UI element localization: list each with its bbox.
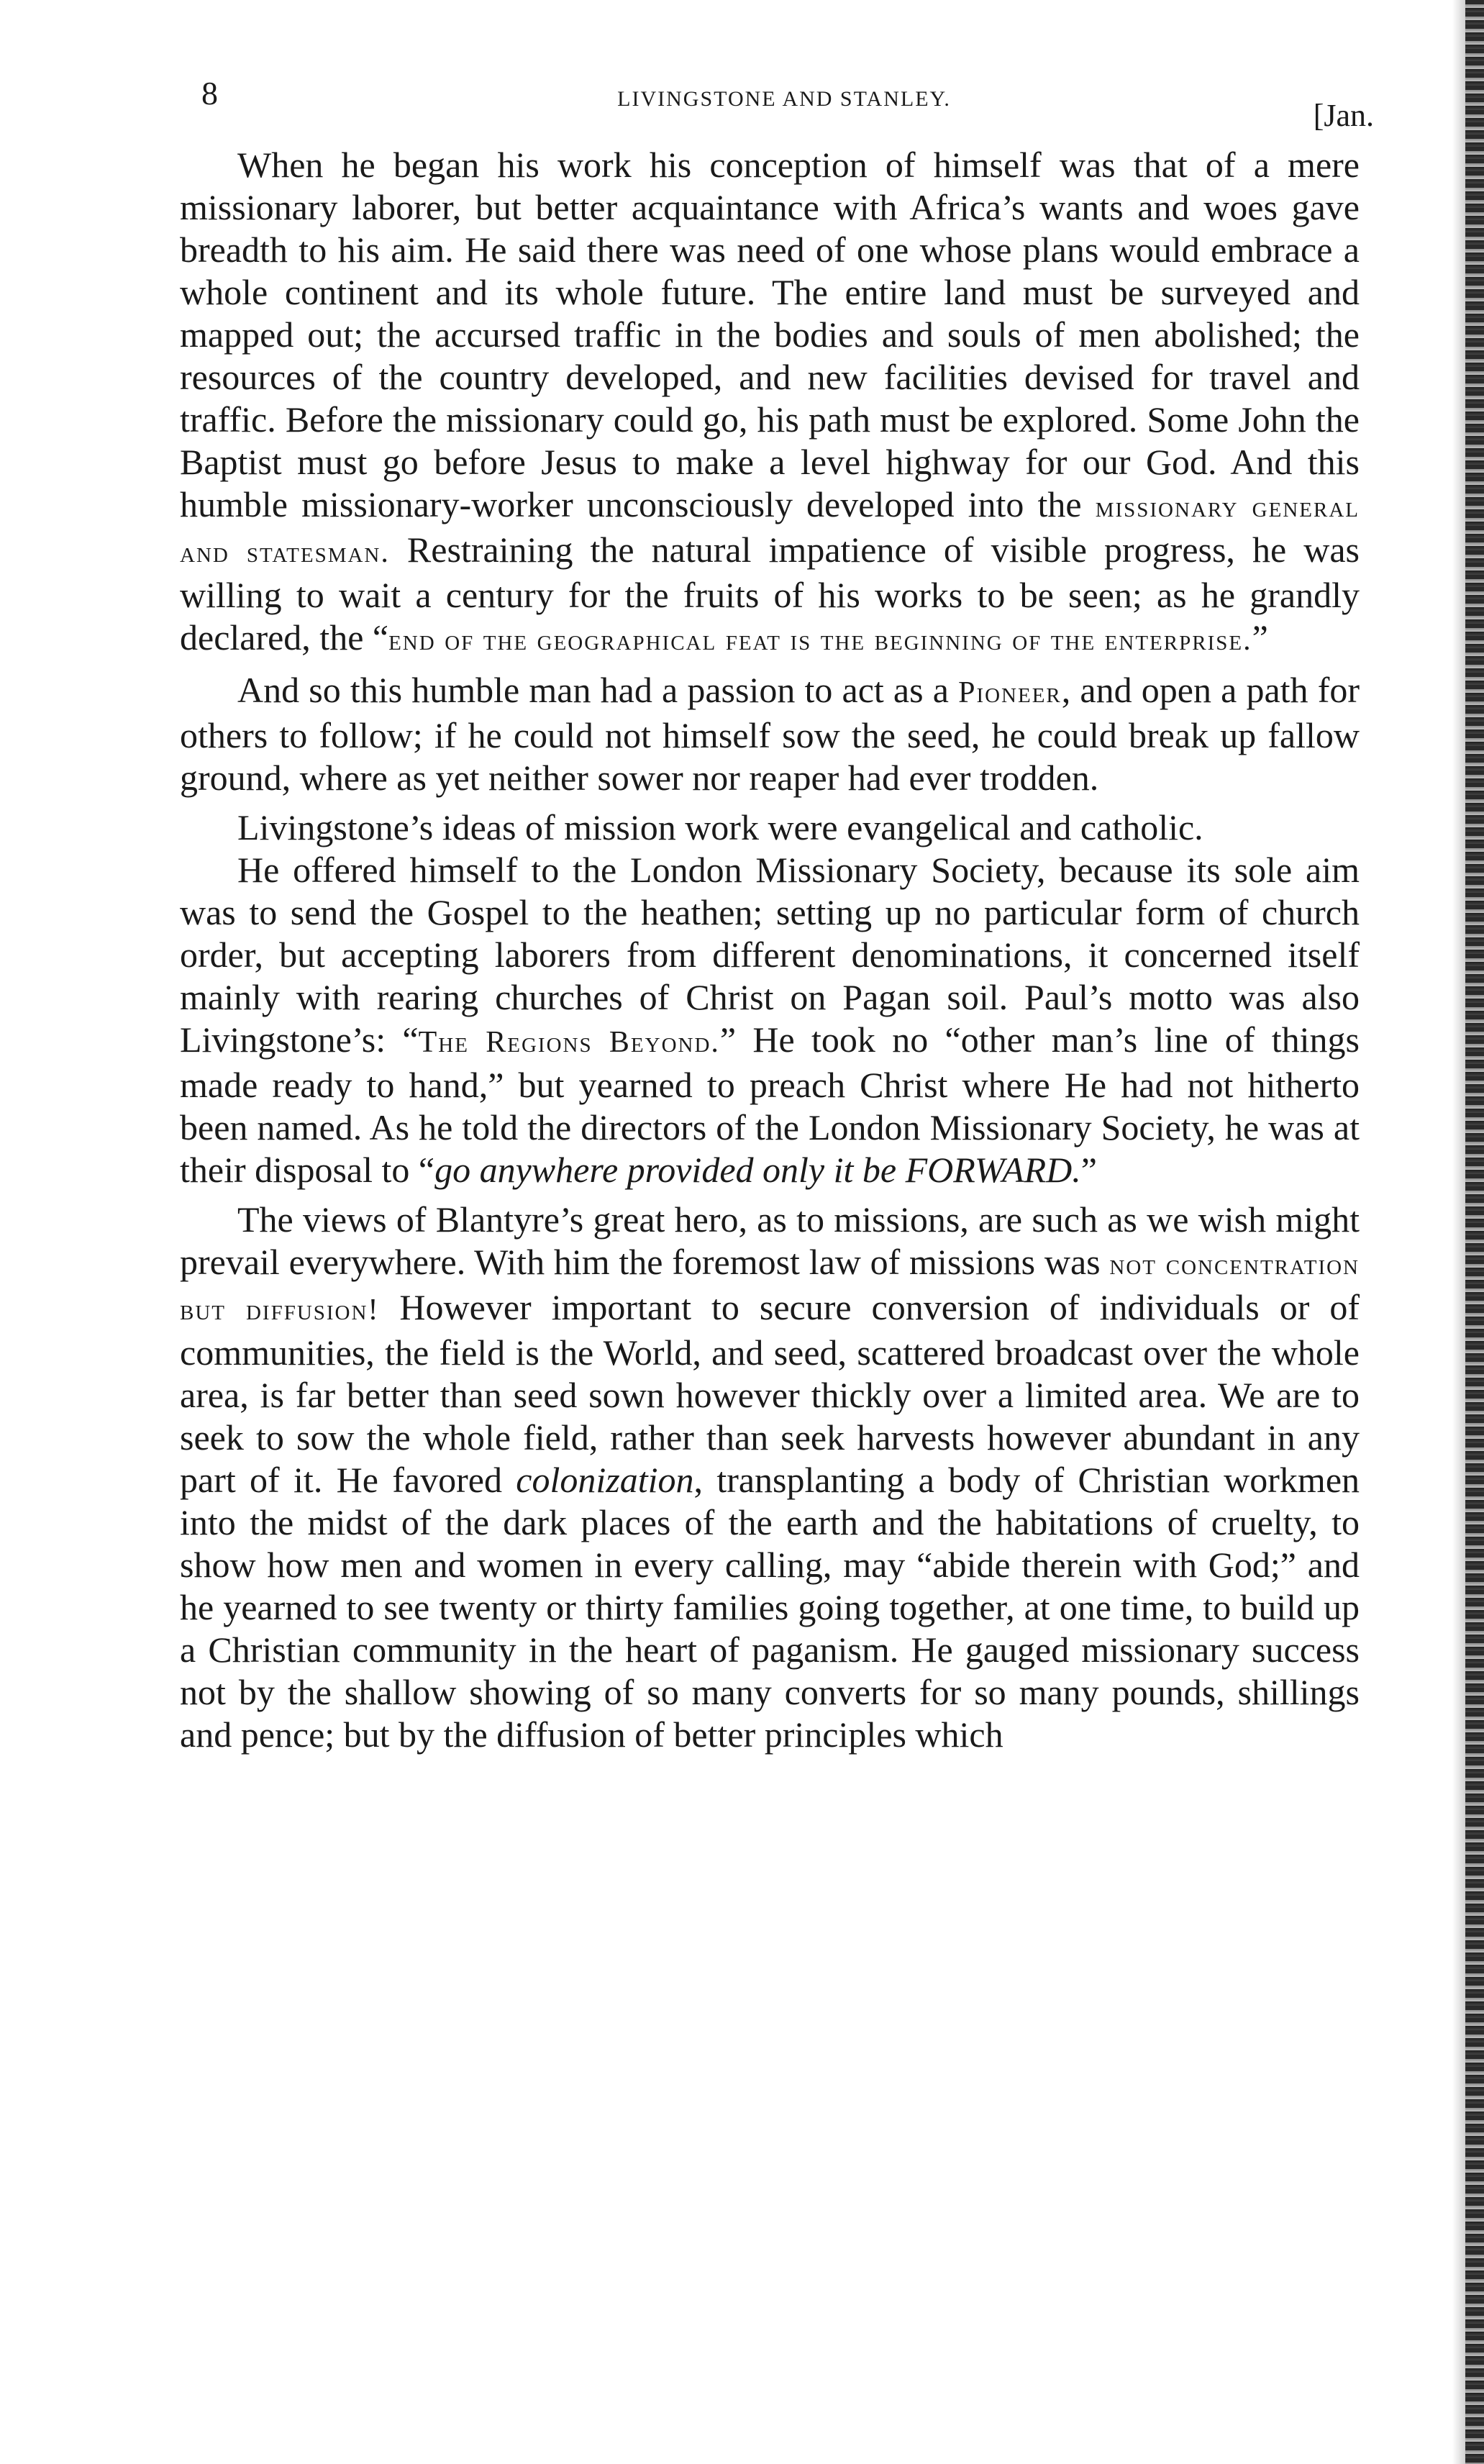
paragraph-5-text-a: The views of Blantyre’s great hero, as to missions, are such as we wish might prevail everywhere. With him the foremost law of missions was (180, 1199, 1360, 1282)
paragraph-2-text-a: And so this humble man had a passion to act as a (237, 670, 959, 710)
paragraph-2 (180, 669, 1360, 799)
paragraph-4-text-a: He offered himself to the London Missionary Society, because its sole aim was to send the Gospel to the heathen; setting up no particular form of church order, but accepting laborers from different denominations, it concerned itself mainly with rearing churches of Christ on Pagan soil. Paul’s motto was also Livingstone’s: “ (180, 850, 1360, 1060)
paragraph-1 (180, 144, 1360, 662)
page-edge-strip (1465, 0, 1484, 2464)
paragraph-5-small-caps-1: not concentration but diffusion! (180, 1248, 1360, 1327)
page-header (194, 68, 1374, 133)
paragraph-4-text-c: ” (1080, 1150, 1097, 1190)
running-head: LIVINGSTONE AND STANLEY. (617, 87, 951, 111)
paragraph-2-small-caps-1: Pioneer (958, 676, 1062, 709)
body-text (180, 144, 1360, 1763)
page-number: 8 (201, 75, 218, 112)
page-edge-shadow (1452, 0, 1465, 2464)
header-date: [Jan. (1313, 98, 1374, 133)
paragraph-1-small-caps-2: end of the geographical feat is the beginning of the enterprise. (388, 624, 1252, 657)
paragraph-5-italic-1: colonization (516, 1460, 694, 1500)
paragraph-5 (180, 1199, 1360, 1756)
paragraph-4-small-caps-1: The Regions Beyond. (418, 1026, 720, 1059)
paragraph-5-text-c: , transplanting a body of Christian workmen into the midst of the dark places of the earth and the habitations of cruelty, to show how men and women in every calling, may “abide therein with God;” and he yearned to see twenty or thirty families going together, at one time, to build up a Christian community in the heart of paganism. He gauged missionary success not by the shallow showing of so many converts for so many pounds, shillings and pence; but by the diffusion of better principles which (180, 1460, 1360, 1755)
paragraph-1-small-caps-1: missionary general and statesman. (180, 491, 1360, 569)
paragraph-3 (180, 806, 1360, 849)
paragraph-1-text-b: Restraining the natural impatience of visible progress, he was willing to wait a century for the fruits of his works to be seen; as he grandly declared, the “ (180, 529, 1360, 658)
paragraph-4 (180, 849, 1360, 1191)
paragraph-4-italic-1: go anywhere provided only it be FORWARD. (434, 1150, 1081, 1190)
paragraph-4-text-b: ” He took no “other man’s line of things made ready to hand,” but yearned to preach Christ where He had not hitherto been named. As he told the directors of the London Missionary Society, he was at their disposal to “ (180, 1019, 1360, 1190)
paragraph-1-text-a: When he began his work his conception of himself was that of a mere missionary laborer, but better acquaintance with Africa’s wants and woes gave breadth to his aim. He said there was need of one whose plans would embrace a whole continent and its whole future. The entire land must be surveyed and mapped out; the accursed traffic in the bodies and souls of men abolished; the resources of the country developed, and new facilities devised for travel and traffic. Before the missionary could go, his path must be explored. Some John the Baptist must go before Jesus to make a level highway for our God. And this humble missionary-worker unconsciously developed into the (180, 145, 1360, 524)
paragraph-1-text-c: ” (1252, 617, 1268, 658)
paragraph-5-text-b: However important to secure conversion of individuals or of communities, the field is the World, and seed, scattered broadcast over the whole area, is far better than seed sown however thickly over a limited area. We are to seek to sow the whole field, rather than seek harvests however abundant in any part of it. He favored (180, 1287, 1360, 1500)
paragraph-3-text-a: Livingstone’s ideas of mission work were evangelical and catholic. (237, 807, 1203, 847)
paragraph-2-text-b: , and open a path for others to follow; if he could not himself sow the seed, he could break up fallow ground, where as yet neither sower nor reaper had ever trodden. (180, 670, 1360, 798)
